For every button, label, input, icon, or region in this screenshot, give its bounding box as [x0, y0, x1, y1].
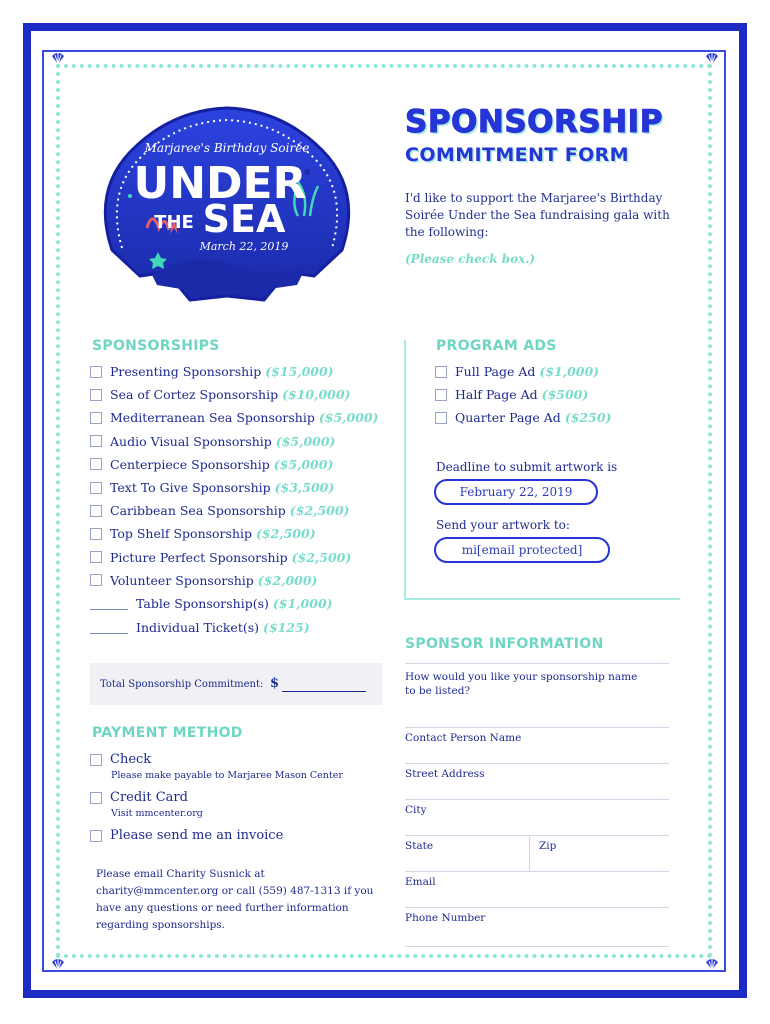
sponsorship-label: Mediterranean Sea Sponsorship: [110, 410, 315, 426]
state-field[interactable]: [405, 835, 669, 876]
program-ad-price: ($250): [564, 410, 612, 426]
sponsorship-option[interactable]: [90, 457, 333, 472]
sponsorship-option[interactable]: [90, 434, 335, 449]
shell-icon: [704, 50, 720, 66]
contact-info: Please email Charity Susnick at charity@mmcenter.org or call (559) 487-1313 if you have any questions or need further information regarding sponsorships.: [96, 868, 374, 931]
sponsorship-option[interactable]: [90, 526, 316, 541]
sponsorship-label: Centerpiece Sponsorship: [110, 456, 270, 472]
sponsorship-price: ($5,000): [318, 410, 379, 426]
payment-card-label: Credit Card: [110, 790, 188, 805]
program-ad-price: ($1,000): [539, 364, 600, 379]
program-ad-option[interactable]: [435, 387, 588, 402]
payment-card-note: Visit mmcenter.org: [111, 808, 203, 819]
artwork-email-link[interactable]: mi[email protected]: [434, 537, 610, 563]
table-sponsorship-row: [90, 596, 333, 611]
sponsorship-checkbox[interactable]: [90, 528, 102, 540]
sponsorship-name-field[interactable]: [405, 663, 669, 730]
sponsorship-checkbox[interactable]: [90, 482, 102, 494]
sponsorship-label: Caribbean Sea Sponsorship: [110, 503, 286, 519]
check-checkbox[interactable]: [90, 754, 102, 766]
program-ad-price: ($500): [541, 387, 589, 403]
sponsorship-label: Text To Give Sponsorship: [110, 480, 271, 495]
sponsorship-option[interactable]: [90, 550, 351, 565]
sponsorship-label: Sea of Cortez Sponsorship: [110, 387, 279, 403]
shell-icon: [50, 956, 66, 972]
credit-card-checkbox[interactable]: [90, 792, 102, 804]
payment-card-option[interactable]: [90, 790, 188, 805]
total-commitment-box: [90, 663, 382, 705]
sponsorship-label: Volunteer Sponsorship: [110, 572, 254, 588]
payment-invoice-option[interactable]: [90, 828, 283, 843]
form-title: SPONSORSHIP: [405, 104, 663, 140]
sponsorship-checkbox[interactable]: [90, 551, 102, 563]
event-logo: [92, 100, 362, 328]
sponsorship-label: Audio Visual Sponsorship: [110, 433, 272, 449]
email-label: Email: [405, 876, 436, 888]
street-address-field[interactable]: [405, 763, 669, 798]
payment-invoice-label: Please send me an invoice: [110, 828, 284, 843]
payment-heading: PAYMENT METHOD: [92, 725, 243, 741]
sponsorship-price: ($125): [263, 620, 310, 635]
sponsorship-name-question: How would you like your sponsorship name to be listed?: [405, 671, 638, 697]
sponsorship-option[interactable]: [90, 410, 379, 425]
sponsorship-option[interactable]: [90, 364, 334, 379]
sponsorship-price: ($10,000): [282, 387, 351, 403]
form-subtitle: COMMITMENT FORM: [405, 144, 629, 166]
quantity-blank[interactable]: [90, 597, 128, 610]
contact-person-label: Contact Person Name: [405, 732, 522, 744]
zip-label: Zip: [539, 840, 557, 852]
sponsorship-price: ($2,500): [291, 549, 352, 565]
deadline-date: February 22, 2019: [434, 479, 598, 505]
column-divider: [404, 340, 406, 598]
logo-the-text: THE: [154, 212, 194, 233]
sponsorship-label: Table Sponsorship(s): [136, 596, 269, 611]
sponsorship-checkbox[interactable]: [90, 574, 102, 586]
sponsorship-option[interactable]: [90, 503, 349, 518]
program-ad-label: Quarter Page Ad: [455, 410, 561, 426]
email-field[interactable]: [405, 871, 669, 906]
section-divider: [404, 598, 680, 600]
logo-sea-text: SEA: [202, 197, 286, 241]
sponsorship-price: ($5,000): [273, 456, 334, 472]
phone-field[interactable]: [405, 907, 669, 947]
payment-check-label: Check: [110, 752, 152, 767]
sponsorships-heading: SPONSORSHIPS: [92, 338, 220, 354]
city-label: City: [405, 804, 427, 816]
program-ad-label: Full Page Ad: [455, 364, 536, 379]
total-amount-field[interactable]: [282, 677, 366, 692]
total-label: Total Sponsorship Commitment:: [100, 679, 264, 690]
city-field[interactable]: [405, 799, 669, 834]
sponsorship-label: Presenting Sponsorship: [110, 364, 262, 379]
sponsorship-option[interactable]: [90, 480, 334, 495]
deadline-label: Deadline to submit artwork is: [436, 460, 618, 474]
sponsorship-price: ($1,000): [272, 596, 333, 611]
program-ad-checkbox[interactable]: [435, 412, 447, 424]
sponsorship-checkbox[interactable]: [90, 412, 102, 424]
logo-under-text: UNDER: [133, 158, 307, 209]
sponsorship-label: Top Shelf Sponsorship: [110, 526, 252, 542]
check-box-note: (Please check box.): [405, 252, 536, 266]
sponsorship-price: ($15,000): [265, 364, 334, 379]
sponsorship-checkbox[interactable]: [90, 505, 102, 517]
sponsorship-checkbox[interactable]: [90, 458, 102, 470]
program-ads-heading: PROGRAM ADS: [436, 338, 557, 354]
sponsorship-option[interactable]: [90, 387, 350, 402]
intro-text: I'd like to support the Marjaree's Birthday Soirée Under the Sea fundraising gala with the following:: [405, 191, 670, 239]
program-ad-option[interactable]: [435, 410, 611, 425]
sponsorship-label: Picture Perfect Sponsorship: [110, 549, 288, 565]
program-ad-option[interactable]: [435, 364, 599, 379]
shell-icon: [704, 956, 720, 972]
invoice-checkbox[interactable]: [90, 830, 102, 842]
sponsorship-checkbox[interactable]: [90, 366, 102, 378]
logo-event-name: Marjaree's Birthday Soirée: [144, 141, 310, 155]
state-label: State: [405, 840, 434, 852]
sponsor-info-heading: SPONSOR INFORMATION: [405, 636, 604, 652]
phone-label: Phone Number: [405, 912, 486, 924]
sponsorship-price: ($2,500): [256, 526, 316, 542]
sponsorship-checkbox[interactable]: [90, 389, 102, 401]
program-ad-label: Half Page Ad: [455, 387, 538, 403]
currency-symbol: $: [270, 676, 280, 691]
sponsorship-price: ($3,500): [274, 480, 335, 495]
logo-date: March 22, 2019: [199, 240, 289, 253]
program-ad-checkbox[interactable]: [435, 366, 447, 378]
sponsorship-label: Individual Ticket(s): [136, 620, 260, 635]
program-ad-checkbox[interactable]: [435, 389, 447, 401]
state-zip-divider: [529, 836, 530, 872]
quantity-blank[interactable]: [90, 621, 128, 634]
payment-check-option[interactable]: [90, 752, 151, 767]
sponsorship-checkbox[interactable]: [90, 435, 102, 447]
sponsorship-option[interactable]: [90, 573, 317, 588]
street-address-label: Street Address: [405, 768, 485, 780]
shell-icon: [50, 50, 66, 66]
sponsorship-price: ($2,500): [289, 503, 350, 519]
sponsorship-price: ($5,000): [275, 433, 336, 449]
send-artwork-label: Send your artwork to:: [436, 518, 570, 532]
contact-person-field[interactable]: [405, 727, 669, 762]
individual-ticket-row: [90, 620, 310, 635]
sponsorship-price: ($2,000): [257, 572, 318, 588]
payment-check-note: Please make payable to Marjaree Mason Center: [111, 770, 343, 781]
